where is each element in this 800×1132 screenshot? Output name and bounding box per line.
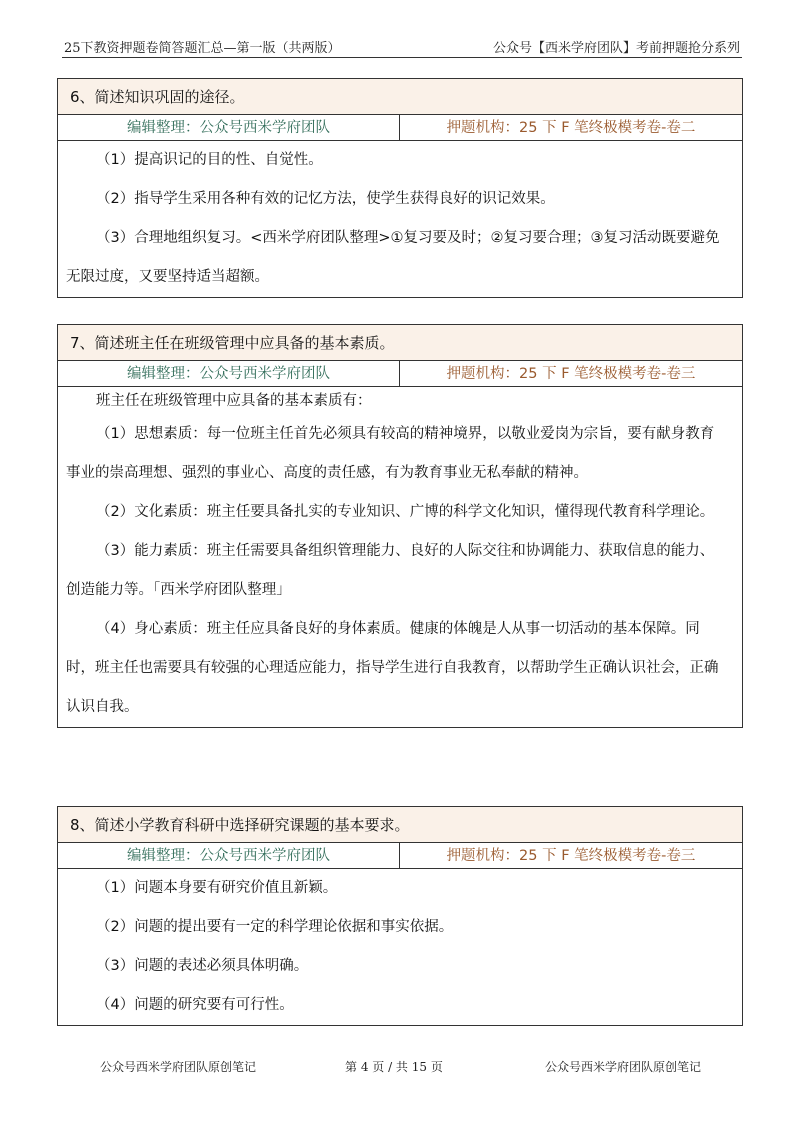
exam-source: 押题机构：25 下 F 笔终极模考卷-卷二 bbox=[446, 120, 696, 136]
answer-paragraph: （1）提高识记的目的性、自觉性。 bbox=[96, 152, 323, 168]
answer-paragraph: （2）指导学生采用各种有效的记忆方法，使学生获得良好的识记效果。 bbox=[96, 191, 555, 207]
answer-paragraph: （4）身心素质：班主任应具备良好的身体素质。健康的体魄是人从事一切活动的基本保障。同时，班主任也需要具有较强的心理适应能力，指导学生进行自我教育，以帮助学生正确认识社会，正确认识自我。 bbox=[66, 621, 719, 715]
answer-body bbox=[58, 869, 742, 1025]
page-footer bbox=[0, 1058, 800, 1078]
editor-credit: 编辑整理：公众号西米学府团队 bbox=[58, 843, 400, 868]
answer-paragraph: （2）问题的提出要有一定的科学理论依据和事实依据。 bbox=[96, 919, 454, 935]
question-title: 8、简述小学教育科研中选择研究课题的基本要求。 bbox=[58, 807, 742, 843]
header-left-text: 25下教资押题卷简答题汇总—第一版（共两版） bbox=[64, 41, 341, 56]
answer-paragraph: 班主任在班级管理中应具备的基本素质有： bbox=[96, 393, 372, 409]
exam-source: 押题机构：25 下 F 笔终极模考卷-卷三 bbox=[446, 366, 696, 382]
page-number: 第 4 页 / 共 15 页 bbox=[345, 1060, 443, 1074]
answer-paragraph: （1）问题本身要有研究价值且新颖。 bbox=[96, 880, 338, 896]
question-meta-row bbox=[58, 361, 742, 387]
answer-paragraph: （3）能力素质：班主任需要具备组织管理能力、良好的人际交往和协调能力、获取信息的能力、创造能力等。「西米学府团队整理」 bbox=[66, 543, 715, 598]
answer-paragraph: （4）问题的研究要有可行性。 bbox=[96, 997, 294, 1013]
exam-source: 押题机构：25 下 F 笔终极模考卷-卷三 bbox=[446, 848, 696, 864]
page-header bbox=[62, 36, 742, 58]
question-meta-row bbox=[58, 115, 742, 141]
footer-right-text: 公众号西米学府团队原创笔记 bbox=[545, 1060, 702, 1074]
question-block-7 bbox=[57, 324, 743, 728]
editor-credit: 编辑整理：公众号西米学府团队 bbox=[58, 361, 400, 386]
answer-paragraph: （2）文化素质：班主任要具备扎实的专业知识、广博的科学文化知识，懂得现代教育科学理论。 bbox=[96, 504, 715, 520]
answer-paragraph: （3）问题的表述必须具体明确。 bbox=[96, 958, 309, 974]
answer-body bbox=[58, 141, 742, 297]
question-block-6 bbox=[57, 78, 743, 298]
question-title: 6、简述知识巩固的途径。 bbox=[58, 79, 742, 115]
header-right-text: 公众号【西米学府团队】考前押题抢分系列 bbox=[492, 41, 740, 56]
question-title: 7、简述班主任在班级管理中应具备的基本素质。 bbox=[58, 325, 742, 361]
question-block-8 bbox=[57, 806, 743, 1026]
footer-left-text: 公众号西米学府团队原创笔记 bbox=[100, 1060, 257, 1074]
answer-paragraph: （1）思想素质：每一位班主任首先必须具有较高的精神境界，以敬业爱岗为宗旨，要有献身教育事业的崇高理想、强烈的事业心、高度的责任感，有为教育事业无私奉献的精神。 bbox=[66, 426, 715, 481]
editor-credit: 编辑整理：公众号西米学府团队 bbox=[58, 115, 400, 140]
answer-body bbox=[58, 387, 742, 727]
question-meta-row bbox=[58, 843, 742, 869]
answer-paragraph: （3）合理地组织复习。<西米学府团队整理>①复习要及时；②复习要合理；③复习活动既要避免无限过度，又要坚持适当超额。 bbox=[66, 230, 720, 285]
